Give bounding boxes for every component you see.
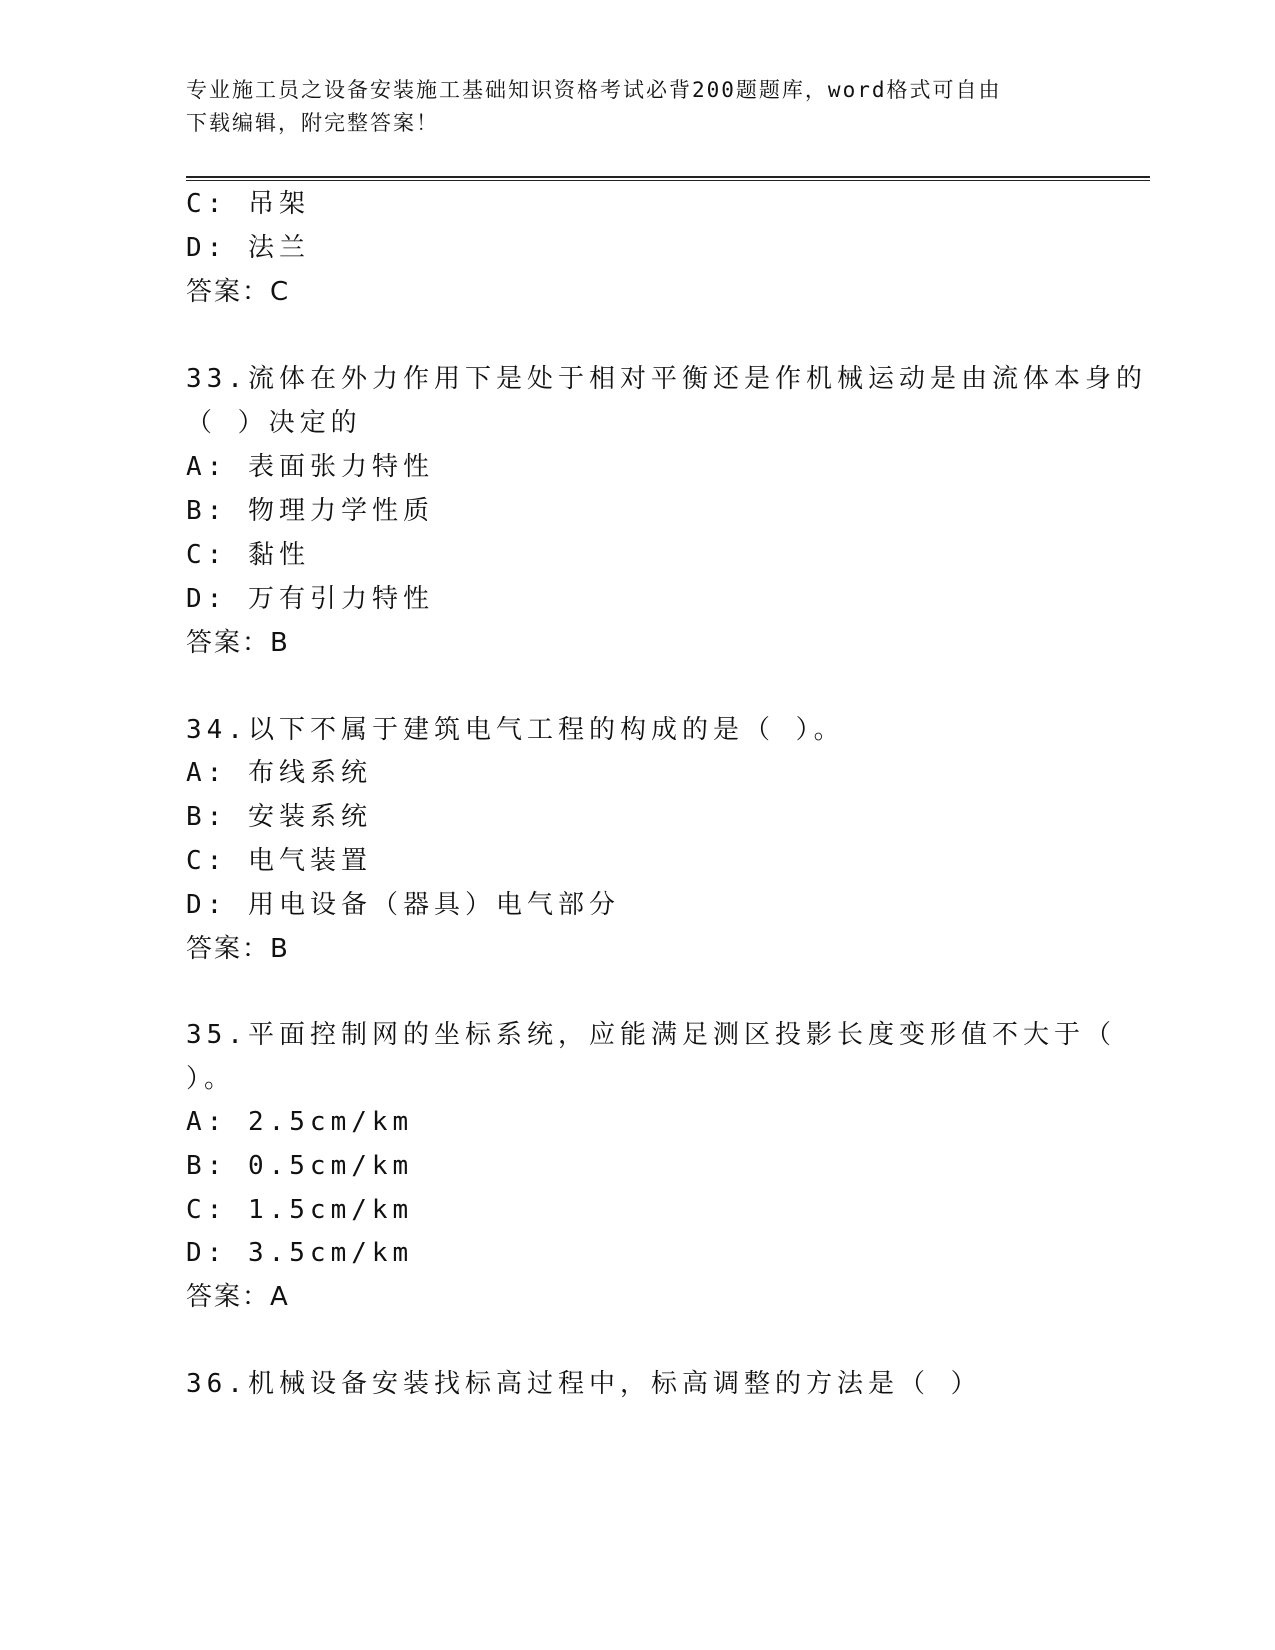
question-33-stem-line-1: 33.流体在外力作用下是处于相对平衡还是作机械运动是由流体本身的 — [186, 364, 1147, 394]
question-34-option-c: C: 电气装置 — [186, 846, 372, 876]
question-35-stem-line-1: 35.平面控制网的坐标系统，应能满足测区投影长度变形值不大于（ — [186, 1020, 1116, 1050]
header-divider — [186, 176, 1150, 181]
question-35-stem-line-2: ）。 — [186, 1064, 236, 1094]
document-title-line-2: 下载编辑，附完整答案！ — [186, 111, 439, 135]
question-34-stem: 34.以下不属于建筑电气工程的构成的是（ ）。 — [186, 715, 845, 745]
question-33-option-c: C: 黏性 — [186, 540, 310, 570]
question-34-option-d: D: 用电设备（器具）电气部分 — [186, 890, 620, 920]
question-34-option-b: B: 安装系统 — [186, 802, 372, 832]
page-header — [186, 74, 1086, 140]
question-35-option-a: A: 2.5cm/km — [186, 1107, 414, 1137]
question-32-option-c: C: 吊架 — [186, 189, 310, 219]
question-33-option-b: B: 物理力学性质 — [186, 496, 434, 526]
question-35-answer: 答案：A — [186, 1282, 290, 1312]
question-35-option-c: C: 1.5cm/km — [186, 1195, 414, 1225]
question-33-stem-line-2: （ ）决定的 — [186, 408, 362, 438]
question-34-option-a: A: 布线系统 — [186, 758, 372, 788]
question-35-option-d: D: 3.5cm/km — [186, 1238, 414, 1268]
question-33-answer: 答案：B — [186, 628, 290, 658]
question-36-stem: 36.机械设备安装找标高过程中，标高调整的方法是（ ） — [186, 1369, 982, 1399]
question-33-option-d: D: 万有引力特性 — [186, 584, 434, 614]
document-title-line-1: 专业施工员之设备安装施工基础知识资格考试必背200题题库，word格式可自由 — [186, 78, 1002, 102]
question-32-option-d: D: 法兰 — [186, 233, 310, 263]
question-32-answer: 答案：C — [186, 277, 291, 307]
question-34-answer: 答案：B — [186, 934, 290, 964]
question-35-option-b: B: 0.5cm/km — [186, 1151, 414, 1181]
question-33-option-a: A: 表面张力特性 — [186, 452, 434, 482]
